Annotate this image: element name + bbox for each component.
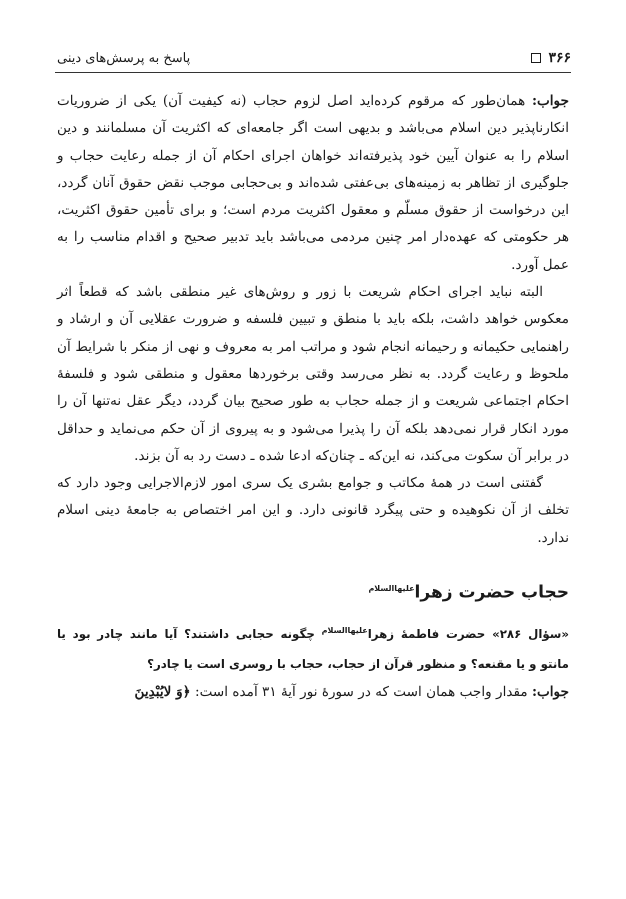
page-body [57, 88, 569, 706]
question-text-b: چگونه حجابی داشتند؟ آیا مانند چادر بود یا مانتو و یا مقنعه؟ و منظور قرآن از حجاب، حجاب با روسری است یا چادر؟ [57, 626, 569, 671]
running-title: پاسخ به پرسش‌های دینی [57, 50, 191, 66]
page-number: ۳۶۶ [548, 50, 571, 66]
answer-text-1: همان‌طور که مرقوم کرده‌اید اصل لزوم حجاب (نه کیفیت آن) یکی از ضروریات انکارناپذیر دین اسلام می‌باشد و بدیهی است اگر جامعه‌ای که اکثریت آن مسلمانند و دین اسلام را به عنوان آیین خود پذیرفته‌اند خواهان اجرای احکام آن از جمله رعایت حجاب و جلوگیری از تظاهر به زمینه‌های بی‌عفتی شده‌اند و بی‌حجابی موجب نقض حقوق آنان گردد، این درخواست از حقوق مسلّم و معقول اکثریت مردم است؛ و برای تأمین حقوق اکثریت، هر حکومتی که عهده‌دار امر چنین مردمی می‌باشد باید تدبیر صحیح و اقدام مناسب را به عمل آورد. [57, 93, 569, 273]
answer-label: جواب: [531, 93, 569, 109]
header-rule [55, 72, 571, 73]
page-number-group [531, 50, 571, 66]
section-title [57, 576, 569, 606]
answer-paragraph-3: گفتنی است در همهٔ مکاتب و جوامع بشری یک سری امور لازم‌الاجرایی وجود دارد که تخلف از آن نکوهیده و حتی پیگرد قانونی دارد. و این امر اختصاص به جامعهٔ دینی اسلام ندارد. [57, 475, 569, 546]
answer-paragraph-4 [57, 679, 569, 706]
question-close-bracket: » [492, 626, 500, 641]
question-text-a: حضرت فاطمهٔ زهرا [367, 626, 486, 641]
question-open-bracket: « [561, 626, 570, 641]
answer-paragraph-2: البته نباید اجرای احکام شریعت با زور و روش‌های غیر منطقی باشد که قطعاً اثر معکوس خواهد داشت، بلکه باید با منطق و تبیین فلسفه و ضرورت عقلایی آن و ارشاد و راهنمایی حکیمانه و رحیمانه انجام شود و مراتب امر به معروف و نهی از منکر با شرایط آن ملحوظ و رعایت گردد. به نظر می‌رسد وقتی برخوردها معقول و منطقی شود و فلسفهٔ احکام اجتماعی شریعت و از جمله حجاب به طور صحیح بیان گردد، دیگر عقل نه‌تنها آن را مورد انکار قرار نمی‌دهد بلکه آن را پذیرا می‌شود و به پیروی از آن حکم می‌نماید و حداقل در برابر آن سکوت می‌کند، نه این‌که ـ چنان‌که ادعا شده ـ دست رد به آن بزند. [57, 284, 569, 464]
quran-verse: ﴿وَ لایُبْدِینَ [134, 683, 191, 700]
page-header [57, 46, 571, 70]
square-bullet-icon [531, 53, 541, 63]
section-honorific: علیهاالسلام [368, 584, 415, 594]
answer-text-4: مقدار واجب همان است که در سورهٔ نور آیهٔ ۳۱ آمده است: [194, 683, 528, 700]
answer-label-2: جواب: [531, 683, 569, 700]
question-paragraph [57, 616, 569, 679]
question-label: سؤال ۲۸۶ [499, 626, 562, 641]
answer-paragraph-1 [57, 88, 569, 279]
question-honorific: علیهاالسلام [321, 625, 368, 635]
section-title-text: حجاب حضرت زهرا [414, 582, 569, 603]
